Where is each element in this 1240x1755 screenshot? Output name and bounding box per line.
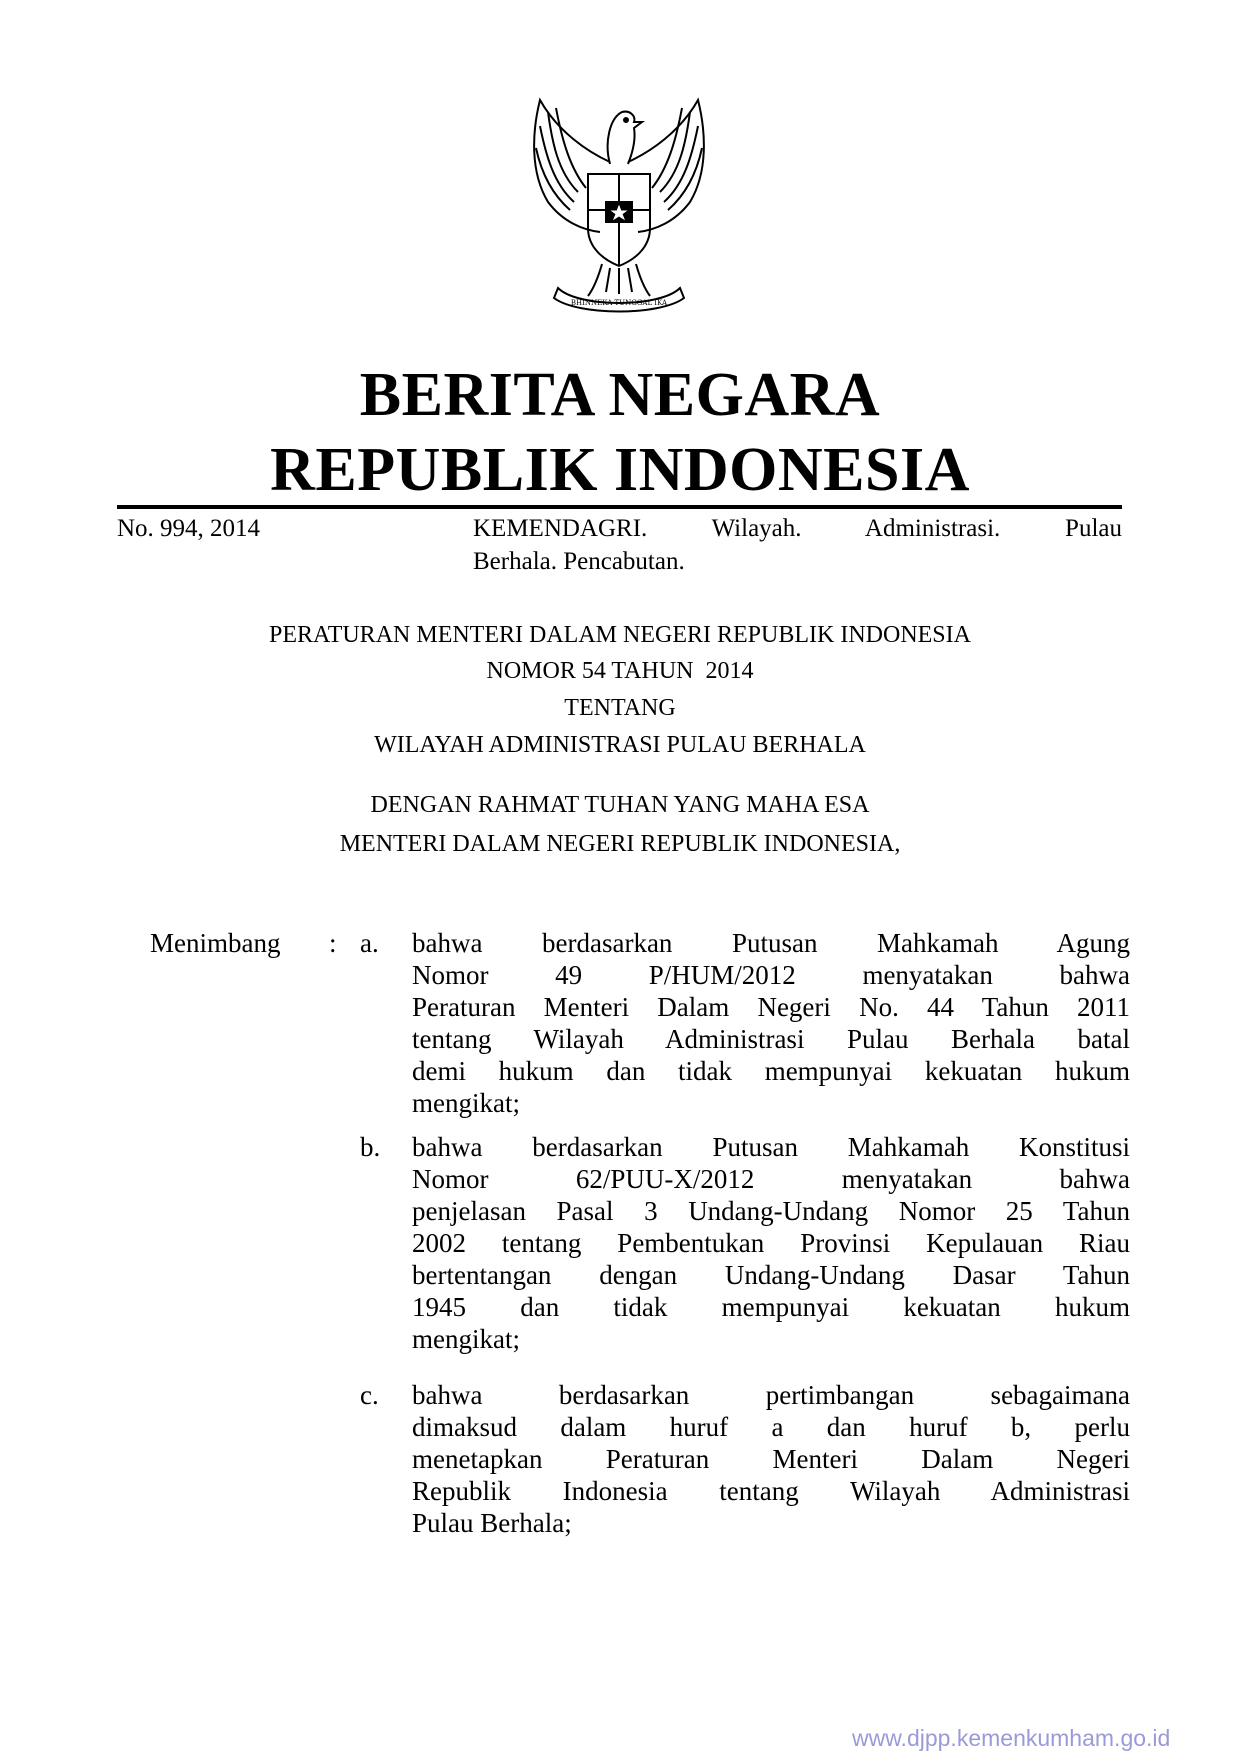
item-line: Nomor 49 P/HUM/2012 menyatakan bahwa [412,960,1130,990]
item-line: dimaksud dalam huruf a dan huruf b, perlu [412,1412,1130,1442]
regulation-subject: WILAYAH ADMINISTRASI PULAU BERHALA [374,732,866,758]
invocation: DENGAN RAHMAT TUHAN YANG MAHA ESA [370,792,870,818]
header-rule [117,505,1122,509]
item-line: 2002 tentang Pembentukan Provinsi Kepulauan Riau [412,1228,1130,1258]
item-letter: a. [360,928,379,958]
item-line: Nomor 62/PUU-X/2012 menyatakan bahwa [412,1164,1130,1194]
item-line: mengikat; [412,1088,520,1118]
garuda-pancasila-emblem [518,92,720,314]
item-line: Republik Indonesia tentang Wilayah Administrasi [412,1476,1130,1506]
footer-website-link[interactable]: www.djpp.kemenkumham.go.id [852,1725,1171,1751]
item-letter: c. [360,1380,379,1410]
emblem-motto: BHINNEKA TUNGGAL IKA [570,299,668,307]
regulation-number: NOMOR 54 TAHUN 2014 [486,658,754,684]
regulation-title: PERATURAN MENTERI DALAM NEGERI REPUBLIK INDONESIA [269,622,971,648]
item-line: penjelasan Pasal 3 Undang-Undang Nomor 25 Tahun [412,1196,1130,1226]
item-line: bahwa berdasarkan Putusan Mahkamah Agung [412,928,1130,958]
considerations-colon: : [329,928,337,958]
item-line: Peraturan Menteri Dalam Negeri No. 44 Tahun 2011 [412,992,1130,1022]
gazette-subtitle: REPUBLIK INDONESIA [270,436,970,504]
item-line: mengikat; [412,1324,520,1354]
item-line: bertentangan dengan Undang-Undang Dasar Tahun [412,1260,1130,1290]
considerations-label: Menimbang [150,928,281,958]
regulation-tentang: TENTANG [564,695,676,721]
item-line: bahwa berdasarkan pertimbangan sebagaimana [412,1380,1130,1410]
item-letter: b. [360,1132,381,1162]
item-line: 1945 dan tidak mempunyai kekuatan hukum [412,1292,1130,1322]
gazette-subject-line2: Berhala. Pencabutan. [473,548,685,575]
item-line: Pulau Berhala; [412,1508,572,1538]
gazette-subject-line1: KEMENDAGRI. Wilayah. Administrasi. Pulau [473,515,1122,542]
item-line: demi hukum dan tidak mempunyai kekuatan hukum [412,1056,1130,1086]
item-line: bahwa berdasarkan Putusan Mahkamah Konstitusi [412,1132,1130,1162]
gazette-title: BERITA NEGARA [359,361,881,429]
item-line: menetapkan Peraturan Menteri Dalam Negeri [412,1444,1130,1474]
minister-heading: MENTERI DALAM NEGERI REPUBLIK INDONESIA, [339,831,901,857]
gazette-number: No. 994, 2014 [117,515,261,542]
item-line: tentang Wilayah Administrasi Pulau Berhala batal [412,1024,1130,1054]
